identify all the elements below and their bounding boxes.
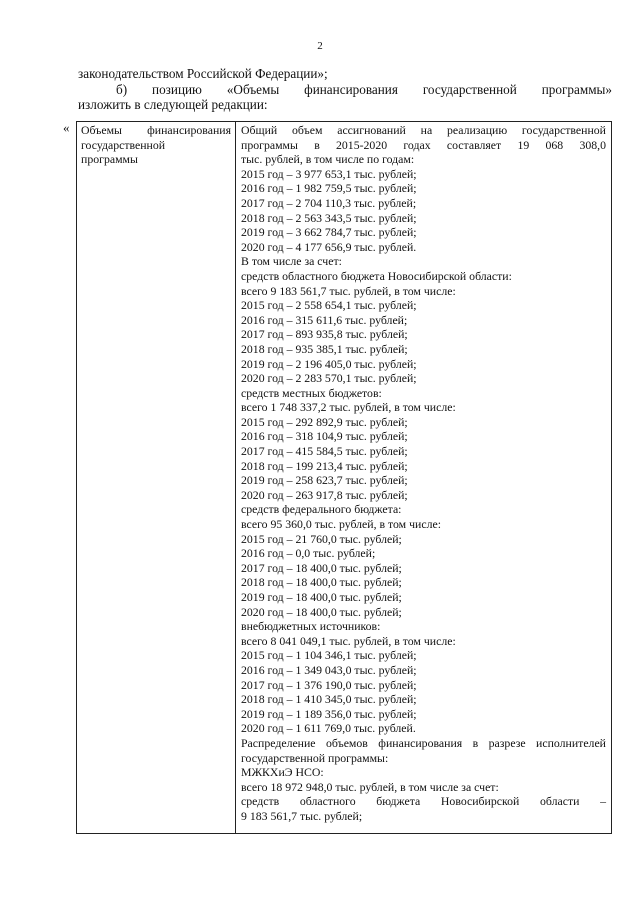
funding-line: 2016 год – 0,0 тыс. рублей; <box>241 546 376 561</box>
funding-line: 2016 год – 315 611,6 тыс. рублей; <box>241 312 408 327</box>
funding-line: 2015 год – 292 892,9 тыс. рублей; <box>241 414 408 429</box>
funding-line: 2016 год – 318 104,9 тыс. рублей; <box>241 429 408 444</box>
funding-line: 2019 год – 258 623,7 тыс. рублей; <box>241 473 408 488</box>
funding-line: 2015 год – 1 104 346,1 тыс. рублей; <box>241 648 417 663</box>
funding-line: 2016 год – 1 349 043,0 тыс. рублей; <box>241 662 417 677</box>
funding-line: всего 1 748 337,2 тыс. рублей, в том числе: <box>241 400 456 415</box>
left-cell-line-1: Объемы финансирования <box>81 123 231 137</box>
table-left-cell <box>77 122 236 833</box>
funding-line: 2017 год – 415 584,5 тыс. рублей; <box>241 444 408 459</box>
funding-line: 2015 год – 3 977 653,1 тыс. рублей; <box>241 166 417 181</box>
funding-line: Распределение объемов финансирования в разрезе исполнителей <box>241 735 606 750</box>
funding-line: Общий объем ассигнований на реализацию государственной <box>241 123 606 137</box>
funding-line: 2016 год – 1 982 759,5 тыс. рублей; <box>241 181 417 196</box>
funding-line: всего 18 972 948,0 тыс. рублей, в том числе за счет: <box>241 779 499 794</box>
intro-line-1: законодательством Российской Федерации»; <box>78 66 328 81</box>
funding-line: 2020 год – 263 917,8 тыс. рублей; <box>241 487 408 502</box>
funding-line: внебюджетных источников: <box>241 619 381 634</box>
funding-line: 2017 год – 18 400,0 тыс. рублей; <box>241 560 402 575</box>
funding-line: В том числе за счет: <box>241 254 342 269</box>
funding-line: всего 9 183 561,7 тыс. рублей, в том числе: <box>241 283 456 298</box>
funding-line: 2020 год – 1 611 769,0 тыс. рублей. <box>241 721 416 736</box>
funding-line: 2019 год – 2 196 405,0 тыс. рублей; <box>241 356 417 371</box>
funding-line: 2019 год – 1 189 356,0 тыс. рублей; <box>241 706 417 721</box>
funding-line: 2018 год – 2 563 343,5 тыс. рублей; <box>241 210 417 225</box>
funding-line: 2015 год – 2 558 654,1 тыс. рублей; <box>241 298 417 313</box>
funding-line: 2018 год – 199 213,4 тыс. рублей; <box>241 458 408 473</box>
funding-line: 2018 год – 18 400,0 тыс. рублей; <box>241 575 402 590</box>
funding-line: всего 8 041 049,1 тыс. рублей, в том числе: <box>241 633 456 648</box>
funding-line: средств областного бюджета Новосибирской области – <box>241 794 606 809</box>
intro-line-2: б) позицию «Объемы финансирования государственной программы» <box>116 81 612 97</box>
funding-line: 2020 год – 18 400,0 тыс. рублей; <box>241 604 402 619</box>
funding-line: 2020 год – 2 283 570,1 тыс. рублей; <box>241 371 417 386</box>
left-cell-line-2: государственной <box>81 137 166 152</box>
funding-line: средств областного бюджета Новосибирской области: <box>241 268 512 283</box>
funding-line: 2019 год – 18 400,0 тыс. рублей; <box>241 590 402 604</box>
funding-line: 2017 год – 1 376 190,0 тыс. рублей; <box>241 677 417 692</box>
funding-line: тыс. рублей, в том числе по годам: <box>241 152 415 167</box>
funding-line: 2018 год – 935 385,1 тыс. рублей; <box>241 341 408 356</box>
funding-line: государственной программы: <box>241 750 389 765</box>
funding-line: 2015 год – 21 760,0 тыс. рублей; <box>241 531 402 546</box>
intro-paragraph <box>78 66 612 113</box>
page-number: 2 <box>317 40 323 52</box>
funding-line: 2020 год – 4 177 656,9 тыс. рублей. <box>241 239 417 254</box>
funding-line: 9 183 561,7 тыс. рублей; <box>241 808 363 823</box>
funding-line: МЖКХиЭ НСО: <box>241 765 324 780</box>
table-right-cell <box>236 122 611 833</box>
funding-line: средств местных бюджетов: <box>241 385 382 400</box>
funding-line: программы в 2015-2020 годах составляет 19 068 308,0 <box>241 137 606 152</box>
funding-line: 2017 год – 2 704 110,3 тыс. рублей; <box>241 195 417 210</box>
opening-quote-mark: « <box>63 120 70 135</box>
intro-line-3: изложить в следующей редакции: <box>78 97 268 112</box>
funding-line: средств федерального бюджета: <box>241 502 402 517</box>
funding-line: 2019 год – 3 662 784,7 тыс. рублей; <box>241 225 417 240</box>
left-cell-line-3: программы <box>81 152 138 167</box>
funding-line: всего 95 360,0 тыс. рублей, в том числе: <box>241 517 441 532</box>
funding-table <box>76 121 612 834</box>
funding-line: 2018 год – 1 410 345,0 тыс. рублей; <box>241 692 417 707</box>
funding-line: 2017 год – 893 935,8 тыс. рублей; <box>241 327 408 342</box>
